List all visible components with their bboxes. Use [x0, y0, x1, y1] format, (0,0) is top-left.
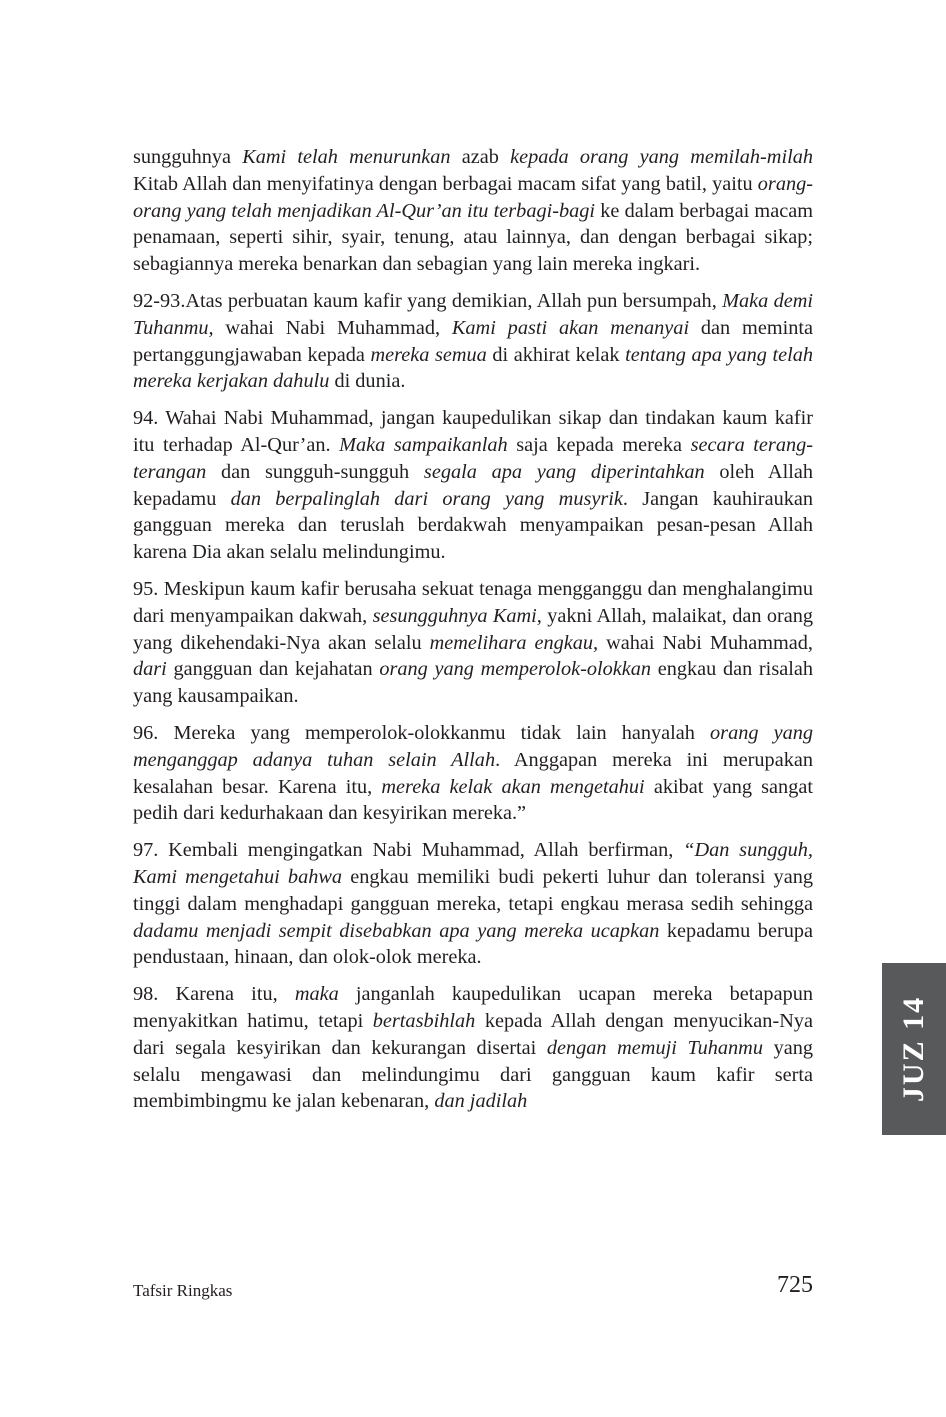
- italic-text-run: “Dan sungguh, Kami mengetahui bahwa: [133, 839, 813, 888]
- body-text: [133, 144, 813, 1125]
- text-run: yang selalu mengawasi dan melindungimu dari gangguan kaum kafir serta membimbingmu ke jalan kebenaran,: [133, 1036, 814, 1113]
- italic-text-run: Maka sampaikanlah: [339, 433, 508, 456]
- italic-text-run: orang yang menganggap adanya tuhan selain Allah: [133, 721, 813, 771]
- italic-text-run: secara terang-terangan: [133, 433, 813, 483]
- italic-text-run: dadamu menjadi sempit disebabkan apa yang mereka ucapkan: [133, 919, 660, 942]
- italic-text-run: orang yang memperolok-olokkan: [379, 658, 652, 681]
- text-run: 97. Kembali mengingatkan Nabi Muhammad, Allah berfirman,: [133, 839, 684, 862]
- text-run: di akhirat kelak: [486, 343, 626, 366]
- italic-text-run: orang-orang yang telah menjadikan Al-Qur’an itu terbagi-bagi: [133, 172, 813, 222]
- text-run: ke dalam berbagai macam penamaan, seperti sihir, syair, tenung, atau lainnya, dan dengan berbagai sikap; sebagiannya mereka benarkan dan sebagian yang lain mereka ingkari.: [133, 199, 813, 276]
- paragraph: [133, 837, 813, 971]
- text-run: oleh Allah kepadamu: [133, 460, 813, 510]
- paragraph: [133, 981, 813, 1115]
- text-run: di dunia.: [329, 370, 406, 393]
- juz-label: JUZ 14: [897, 995, 930, 1103]
- text-run: . Jangan kauhiraukan gangguan mereka dan teruslah berdakwah menyampaikan pesan-pesan Allah karena Dia akan selalu melindungimu.: [133, 487, 813, 564]
- italic-text-run: mereka kelak akan mengetahui: [381, 775, 645, 798]
- text-run: akibat yang sangat pedih dari kedurhakaan dan kesyirikan mereka.”: [133, 775, 813, 825]
- italic-text-run: dari: [133, 658, 167, 681]
- paragraph: [133, 405, 813, 566]
- text-run: yakni Allah, malaikat, dan orang yang dikehendaki-Nya akan selalu: [133, 604, 813, 654]
- text-run: Kitab Allah dan menyifatinya dengan berbagai macam sifat yang batil, yaitu: [133, 172, 758, 195]
- italic-text-run: Kami pasti akan menanyai: [451, 316, 690, 339]
- text-run: engkau dan risalah yang kausampaikan.: [133, 658, 813, 708]
- italic-text-run: bertasbihlah: [372, 1009, 476, 1032]
- paragraph: [133, 288, 813, 395]
- italic-text-run: Kami telah menurunkan: [242, 146, 451, 168]
- text-run: janganlah kaupedulikan ucapan mereka betapapun menyakitkan hatimu, tetapi: [133, 983, 813, 1032]
- text-run: azab: [450, 146, 511, 168]
- paragraph: [133, 576, 813, 710]
- text-run: 92-93.Atas perbuatan kaum kafir yang demikian, Allah pun bersumpah,: [133, 289, 723, 312]
- text-run: . Anggapan mereka ini merupakan kesalahan besar. Karena itu,: [133, 748, 813, 798]
- text-run: sungguhnya: [133, 146, 243, 168]
- text-run: kepadamu berupa pendustaan, hinaan, dan olok-olok mereka.: [133, 919, 813, 969]
- text-run: engkau memiliki budi pekerti luhur dan toleransi yang tinggi dalam menghadapi gangguan mereka, tetapi engkau merasa sedih sehingga: [133, 865, 813, 915]
- paragraph: [133, 144, 813, 278]
- italic-text-run: kepada orang yang memilah-milah: [510, 146, 813, 168]
- text-run: wahai Nabi Muhammad,: [598, 631, 813, 654]
- italic-text-run: segala apa yang diperintahkan: [423, 460, 705, 483]
- italic-text-run: maka: [294, 983, 339, 1006]
- text-run: dan sungguh-sungguh: [206, 460, 424, 483]
- italic-text-run: dan berpalinglah dari orang yang musyrik: [230, 487, 623, 510]
- paragraph: [133, 720, 813, 827]
- italic-text-run: Maka demi Tuhanmu,: [133, 289, 813, 339]
- text-run: 95. Meskipun kaum kafir berusaha sekuat tenaga mengganggu dan menghalangimu dari menyampaikan dakwah,: [133, 577, 813, 627]
- text-run: saja kepada mereka: [507, 433, 691, 456]
- text-run: gangguan dan kejahatan: [166, 658, 380, 681]
- page-number: 725: [777, 1272, 813, 1298]
- italic-text-run: mereka semua: [370, 343, 487, 366]
- italic-text-run: sesungguhnya Kami,: [372, 604, 542, 627]
- italic-text-run: memelihara engkau,: [429, 631, 599, 654]
- italic-text-run: dengan memuji Tuhanmu: [546, 1036, 763, 1059]
- text-run: dan meminta pertanggungjawaban kepada: [133, 316, 814, 366]
- juz-side-tab: [882, 963, 946, 1135]
- italic-text-run: dan jadilah: [434, 1090, 528, 1113]
- italic-text-run: tentang apa yang telah mereka kerjakan dahulu: [133, 343, 813, 393]
- text-run: 94. Wahai Nabi Muhammad, jangan kaupedulikan sikap dan tindakan kaum kafir itu terhadap Al-Qur’an.: [133, 407, 813, 456]
- text-run: 96. Mereka yang memperolok-olokkanmu tidak lain hanyalah: [133, 721, 711, 744]
- text-run: kepada Allah dengan menyucikan-Nya dari segala kesyirikan dan kekurangan disertai: [133, 1009, 813, 1059]
- text-run: 98. Karena itu,: [133, 983, 295, 1006]
- running-footer-title: Tafsir Ringkas: [133, 1281, 233, 1300]
- text-run: wahai Nabi Muhammad,: [213, 316, 452, 339]
